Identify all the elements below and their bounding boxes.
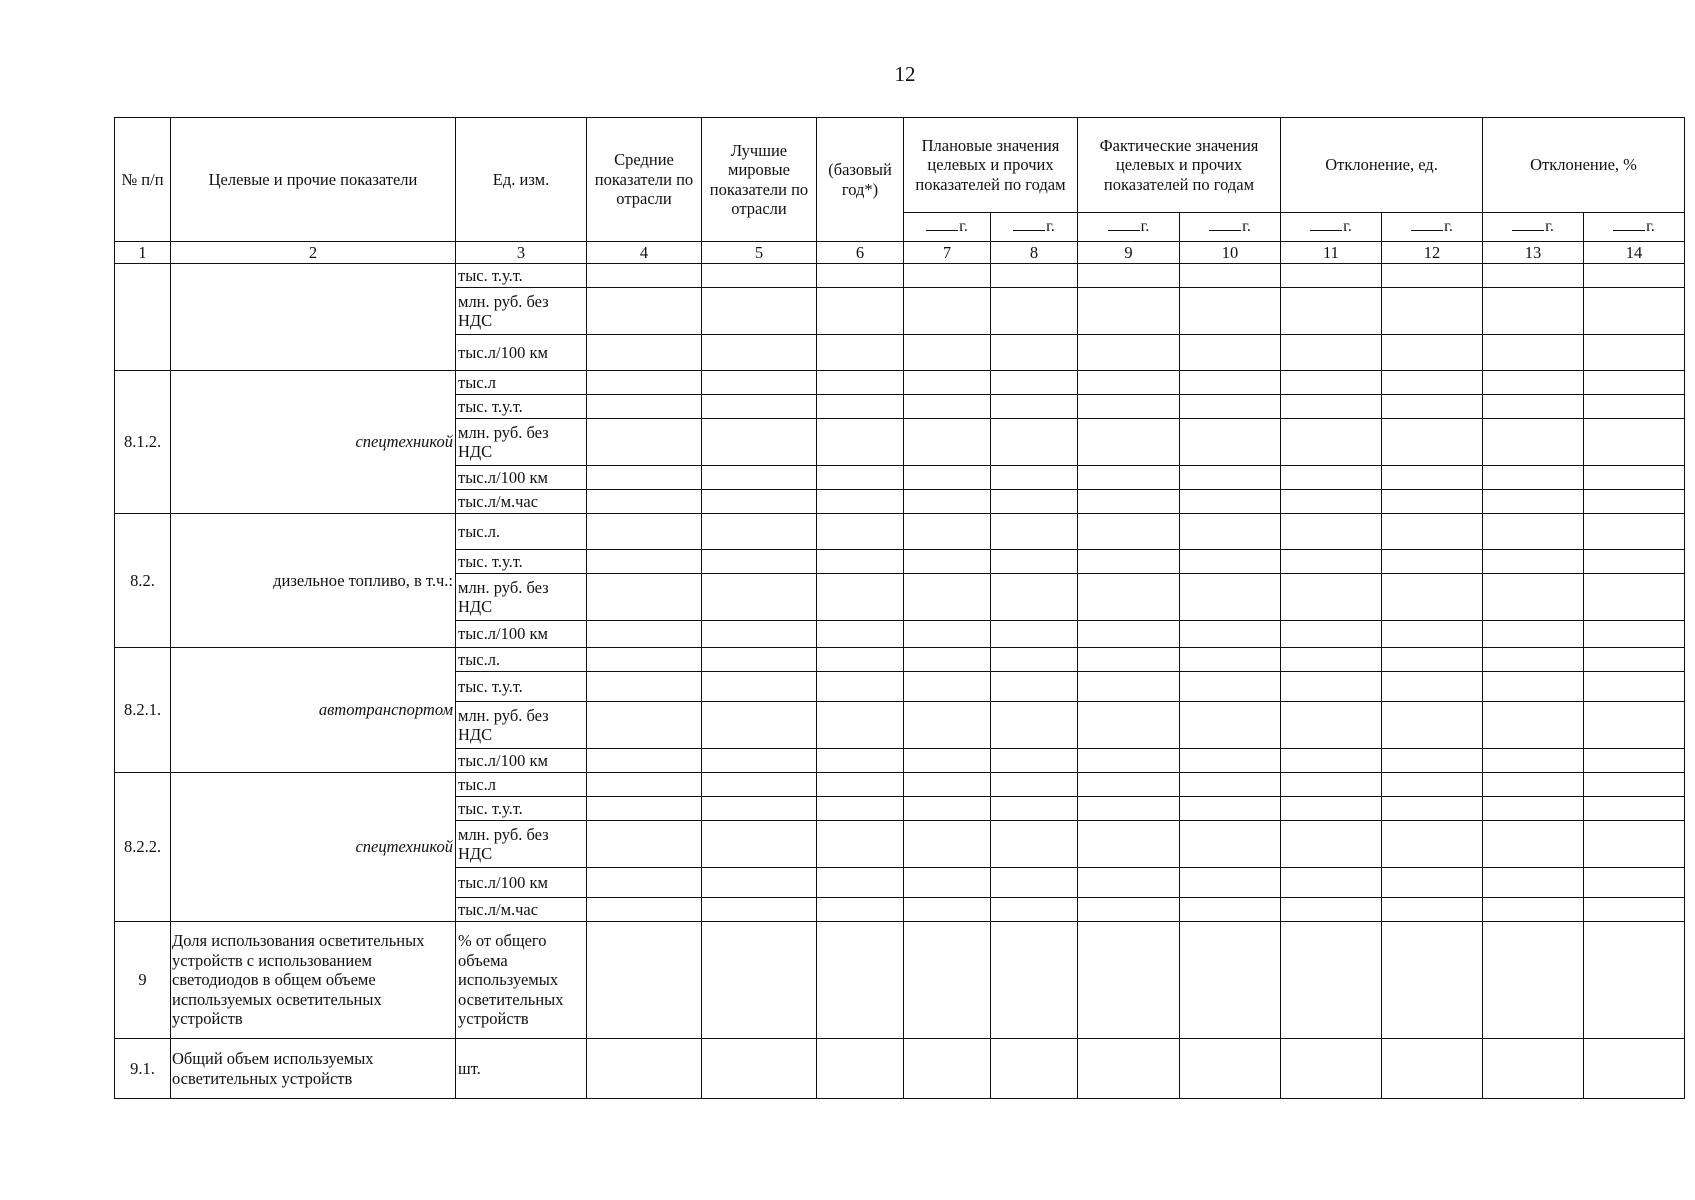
unit-cell: млн. руб. без НДС — [456, 288, 587, 335]
row-name: спецтехникой — [171, 773, 456, 922]
unit-cell: тыс.л. — [456, 514, 587, 550]
column-number: 14 — [1584, 242, 1685, 264]
unit-cell: тыс.л/100 км — [456, 868, 587, 898]
unit-cell: тыс.л. — [456, 648, 587, 672]
header-base-year: (базовый год*) — [817, 118, 904, 242]
header-deviation-units: Отклонение, ед. — [1281, 118, 1483, 213]
unit-cell: тыс.л/100 км — [456, 466, 587, 490]
table-row — [115, 264, 1685, 288]
year-cell: г. — [1584, 213, 1685, 242]
year-cell: г. — [1180, 213, 1281, 242]
header-actual-values: Фактические значения целевых и прочих показателей по годам — [1078, 118, 1281, 213]
column-number: 12 — [1382, 242, 1483, 264]
year-cell: г. — [904, 213, 991, 242]
header-planned-values: Плановые значения целевых и прочих показателей по годам — [904, 118, 1078, 213]
unit-cell: шт. — [456, 1039, 587, 1099]
column-number-row — [115, 242, 1685, 264]
header-number: № п/п — [115, 118, 171, 242]
indicators-table — [114, 117, 1685, 1099]
row-name: спецтехникой — [171, 371, 456, 514]
unit-cell: тыс. т.у.т. — [456, 797, 587, 821]
header-row — [115, 118, 1685, 213]
row-number: 8.1.2. — [115, 371, 171, 514]
column-number: 2 — [171, 242, 456, 264]
row-number: 9.1. — [115, 1039, 171, 1099]
column-number: 7 — [904, 242, 991, 264]
unit-cell: тыс.л — [456, 371, 587, 395]
row-number: 8.2.2. — [115, 773, 171, 922]
table-row — [115, 773, 1685, 797]
row-name: дизельное топливо, в т.ч.: — [171, 514, 456, 648]
row-number: 9 — [115, 922, 171, 1039]
unit-cell: млн. руб. без НДС — [456, 419, 587, 466]
unit-cell: % от общего объема используемых осветительных устройств — [456, 922, 587, 1039]
header-industry-average: Средние показатели по отрасли — [587, 118, 702, 242]
year-cell: г. — [1483, 213, 1584, 242]
page-number: 12 — [894, 62, 916, 86]
year-cell: г. — [1382, 213, 1483, 242]
column-number: 11 — [1281, 242, 1382, 264]
year-cell: г. — [1281, 213, 1382, 242]
header-unit: Ед. изм. — [456, 118, 587, 242]
unit-cell: тыс.л/100 км — [456, 749, 587, 773]
row-name: Доля использования осветительных устройств с использованием светодиодов в общем объеме используемых осветительных устройств — [171, 922, 456, 1039]
unit-cell: тыс.л/100 км — [456, 621, 587, 648]
table-row — [115, 922, 1685, 1039]
unit-cell: млн. руб. без НДС — [456, 574, 587, 621]
column-number: 5 — [702, 242, 817, 264]
table-row — [115, 648, 1685, 672]
column-number: 1 — [115, 242, 171, 264]
year-cell: г. — [1078, 213, 1180, 242]
row-number-cell — [115, 264, 171, 371]
unit-cell: тыс.л/м.час — [456, 898, 587, 922]
column-number: 3 — [456, 242, 587, 264]
row-name-cell — [171, 264, 456, 371]
table-row — [115, 371, 1685, 395]
unit-cell: тыс.л/м.час — [456, 490, 587, 514]
column-number: 6 — [817, 242, 904, 264]
unit-cell: тыс.л/100 км — [456, 335, 587, 371]
unit-cell: тыс. т.у.т. — [456, 550, 587, 574]
header-indicators: Целевые и прочие показатели — [171, 118, 456, 242]
unit-cell: тыс. т.у.т. — [456, 264, 587, 288]
unit-cell: тыс. т.у.т. — [456, 672, 587, 702]
column-number: 4 — [587, 242, 702, 264]
table-row — [115, 1039, 1685, 1099]
row-number: 8.2. — [115, 514, 171, 648]
header-world-best: Лучшие мировые показатели по отрасли — [702, 118, 817, 242]
row-name: Общий объем используемых осветительных устройств — [171, 1039, 456, 1099]
column-number: 9 — [1078, 242, 1180, 264]
year-cell: г. — [991, 213, 1078, 242]
column-number: 8 — [991, 242, 1078, 264]
unit-cell: тыс.л — [456, 773, 587, 797]
unit-cell: тыс. т.у.т. — [456, 395, 587, 419]
unit-cell: млн. руб. без НДС — [456, 702, 587, 749]
table-row — [115, 514, 1685, 550]
row-name: автотранспортом — [171, 648, 456, 773]
row-number: 8.2.1. — [115, 648, 171, 773]
unit-cell: млн. руб. без НДС — [456, 821, 587, 868]
header-deviation-percent: Отклонение, % — [1483, 118, 1685, 213]
column-number: 10 — [1180, 242, 1281, 264]
column-number: 13 — [1483, 242, 1584, 264]
